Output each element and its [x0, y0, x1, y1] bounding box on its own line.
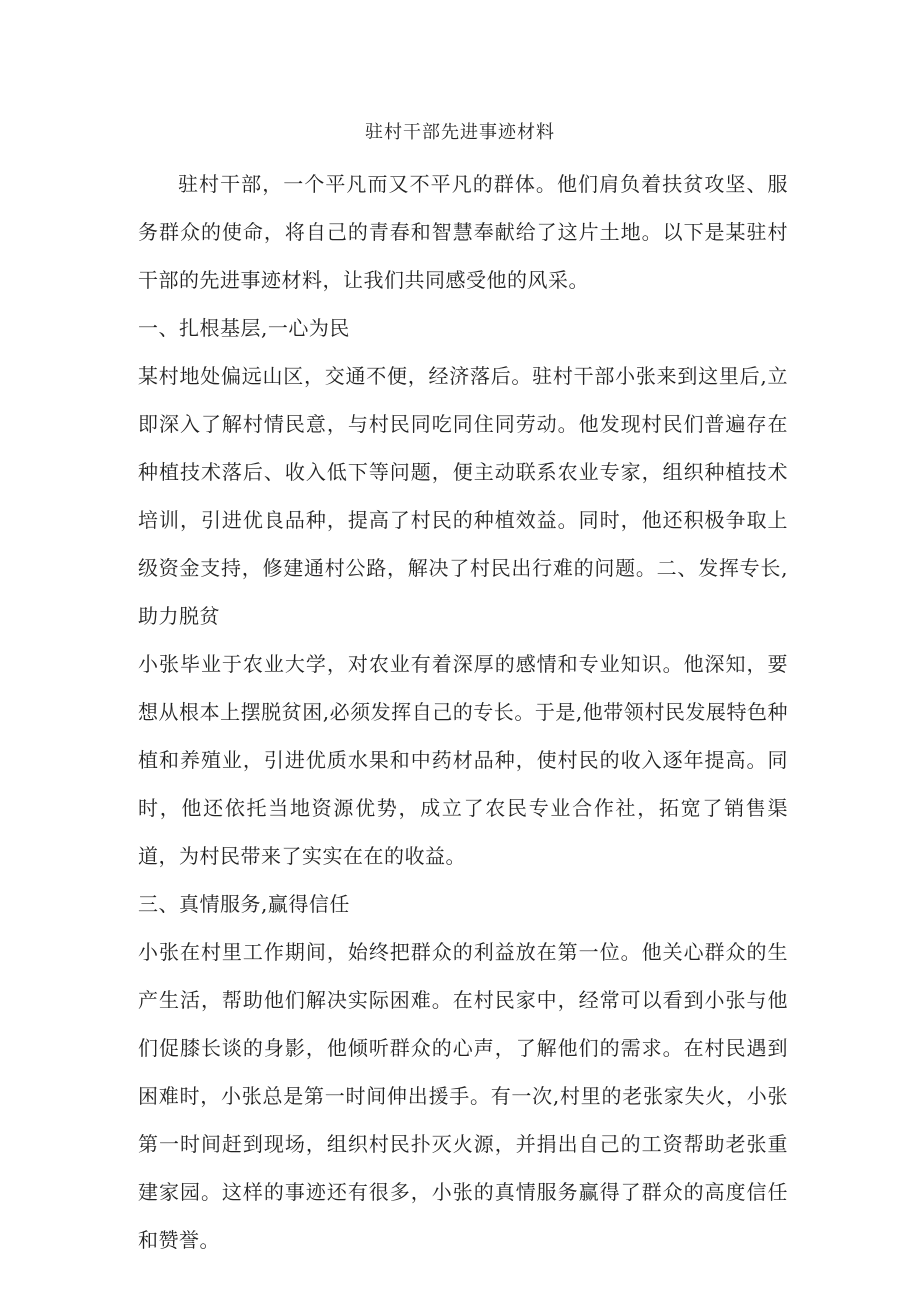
section-1-heading: 一、扎根基层,一心为民: [138, 316, 350, 340]
document-title: 驻村干部先进事迹材料: [365, 122, 555, 143]
document-body: [138, 160, 788, 1264]
section-2-paragraph: 小张毕业于农业大学，对农业有着深厚的感情和专业知识。他深知，要想从根本上摆脱贫困,必须发挥自己的专长。于是,他带领村民发展特色种植和养殖业，引进优质水果和中药材品种，使村民的收入逐年提高。同时，他还依托当地资源优势，成立了农民专业合作社，拓宽了销售渠道，为村民带来了实实在在的收益。: [138, 652, 788, 868]
section-1-paragraph: 某村地处偏远山区，交通不便，经济落后。驻村干部小张来到这里后,立即深入了解村情民意，与村民同吃同住同劳动。他发现村民们普遍存在种植技术落后、收入低下等问题，便主动联系农业专家，组织种植技术培训，引进优良品种，提高了村民的种植效益。同时，他还积极争取上级资金支持，修建通村公路，解决了村民出行难的问题。二、发挥专长,助力脱贫: [138, 364, 788, 628]
section-3-heading: 三、真情服务,赢得信任: [138, 892, 350, 916]
intro-paragraph: 驻村干部，一个平凡而又不平凡的群体。他们肩负着扶贫攻坚、服务群众的使命，将自己的青春和智慧奉献给了这片土地。以下是某驻村干部的先进事迹材料，让我们共同感受他的风采。: [138, 172, 788, 292]
section-3-paragraph: 小张在村里工作期间，始终把群众的利益放在第一位。他关心群众的生产生活，帮助他们解决实际困难。在村民家中，经常可以看到小张与他们促膝长谈的身影，他倾听群众的心声，了解他们的需求。在村民遇到困难时，小张总是第一时间伸出援手。有一次,村里的老张家失火，小张第一时间赶到现场，组织村民扑灭火源，并捐出自己的工资帮助老张重建家园。这样的事迹还有很多，小张的真情服务赢得了群众的高度信任和赞誉。: [138, 940, 788, 1252]
